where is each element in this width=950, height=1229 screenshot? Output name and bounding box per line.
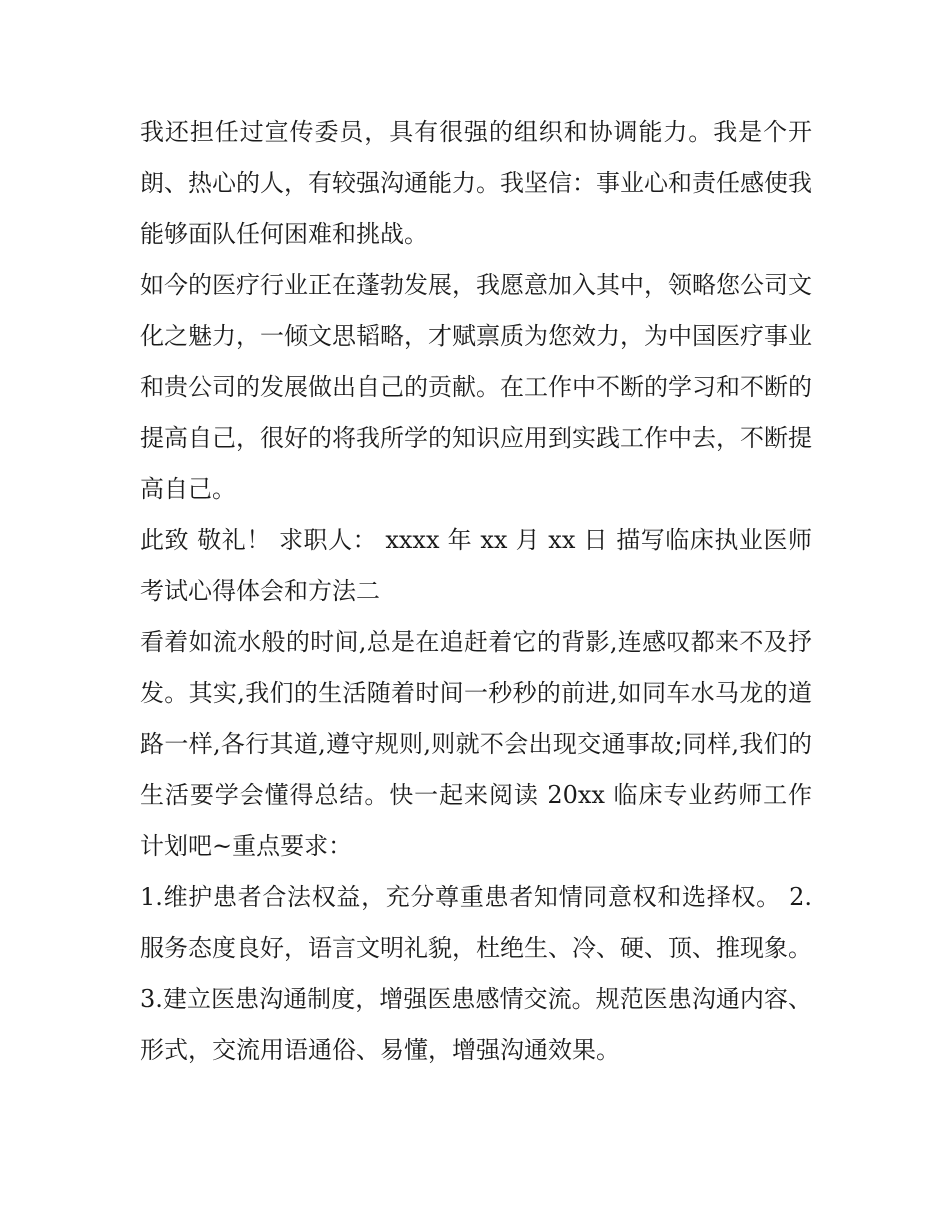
paragraph-requirement-3: 3.建立医患沟通制度，增强医患感情交流。规范医患沟通内容、形式，交流用语通俗、易懂，增强沟通效果。: [140, 985, 812, 1064]
paragraph-requirement-1-2: 1.维护患者合法权益，充分尊重患者知情同意权和选择权。 2.服务态度良好，语言文明礼貌，杜绝生、冷、硬、顶、推现象。: [140, 883, 812, 962]
paragraph-work-plan-intro: 看着如流水般的时间,总是在追赶着它的背影,连感叹都来不及抒发。其实,我们的生活随着时间一秒秒的前进,如同车水马龙的道路一样,各行其道,遵守规则,则就不会出现交通事故;同样,我们的生活要学会懂得总结。快一起来阅读 20xx 临床专业药师工作计划吧~重点要求：: [140, 628, 812, 860]
paragraph-self-introduction: 我还担任过宣传委员，具有很强的组织和协调能力。我是个开朗、热心的人，有较强沟通能力。我坚信：事业心和责任感使我能够面队任何困难和挑战。: [140, 118, 812, 248]
paragraph-motivation: 如今的医疗行业正在蓬勃发展，我愿意加入其中，领略您公司文化之魅力，一倾文思韬略，才赋禀质为您效力，为中国医疗事业和贵公司的发展做出自己的贡献。在工作中不断的学习和不断的提高自己，很好的将我所学的知识应用到实践工作中去，不断提高自己。: [140, 271, 812, 503]
body-text: [140, 107, 812, 1076]
paragraph-closing-signature: 此致 敬礼！ 求职人： xxxx 年 xx 月 xx 日 描写临床执业医师考试心得体会和方法二: [140, 526, 812, 605]
